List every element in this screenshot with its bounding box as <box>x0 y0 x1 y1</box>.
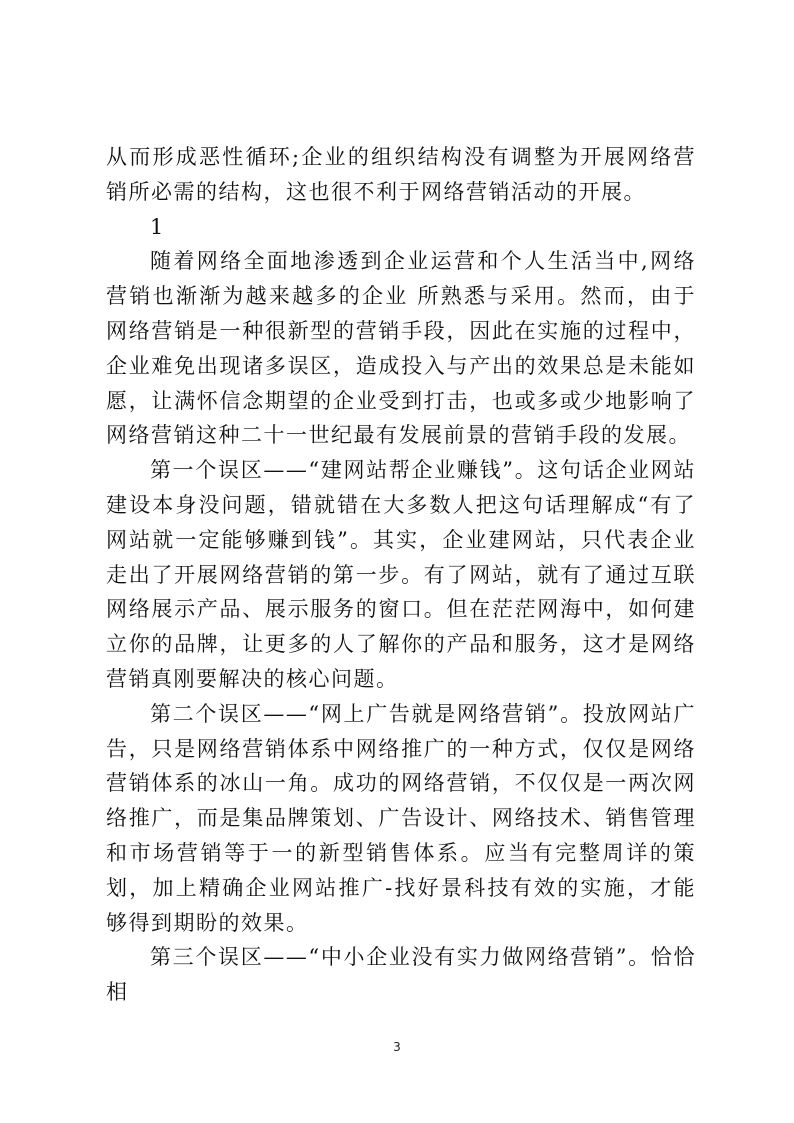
paragraph-misconception-3: 第三个误区——“中小企业没有实力做网络营销”。恰恰相 <box>106 945 696 1005</box>
paragraph-misconception-2: 第二个误区——“网上广告就是网络营销”。投放网站广告，只是网络营销体系中网络推广的一种方式，仅仅是网络营销体系的冰山一角。成功的网络营销，不仅仅是一两次网络推广，而是集品牌策划、广告设计、网络技术、销售管理和市场营销等于一的新型销售体系。应当有完整周详的策划，加上精确企业网站推广-找好景科技有效的实施，才能够得到期盼的效果。 <box>106 701 696 935</box>
body-text <box>106 140 696 1010</box>
paragraph-misconception-1: 第一个误区——“建网站帮企业赚钱”。这句话企业网站建设本身没问题，错就错在大多数人把这句话理解成“有了网站就一定能够赚到钱”。其实，企业建网站，只代表企业走出了开展网络营销的第一步。有了网站，就有了通过互联网络展示产品、展示服务的窗口。但在茫茫网海中，如何建立你的品牌，让更多的人了解你的产品和服务，这才是网络营销真刚要解决的核心问题。 <box>106 458 696 691</box>
page-number: 3 <box>393 1040 401 1054</box>
paragraph-continuation: 从而形成恶性循环;企业的组织结构没有调整为开展网络营销所必需的结构，这也很不利于网络营销活动的开展。 <box>106 145 696 204</box>
paragraph-intro: 随着网络全面地渗透到企业运营和个人生活当中,网络营销也渐渐为越来越多的企业 所熟悉与采用。然而，由于网络营销是一种很新型的营销手段，因此在实施的过程中，企业难免出现诸多误区，造成投入与产出的效果总是未能如愿，让满怀信念期望的企业受到打击，也或多或少地影响了网络营销这种二十一世纪最有发展前景的营销手段的发展。 <box>106 249 696 448</box>
section-number: 1 <box>150 214 164 239</box>
